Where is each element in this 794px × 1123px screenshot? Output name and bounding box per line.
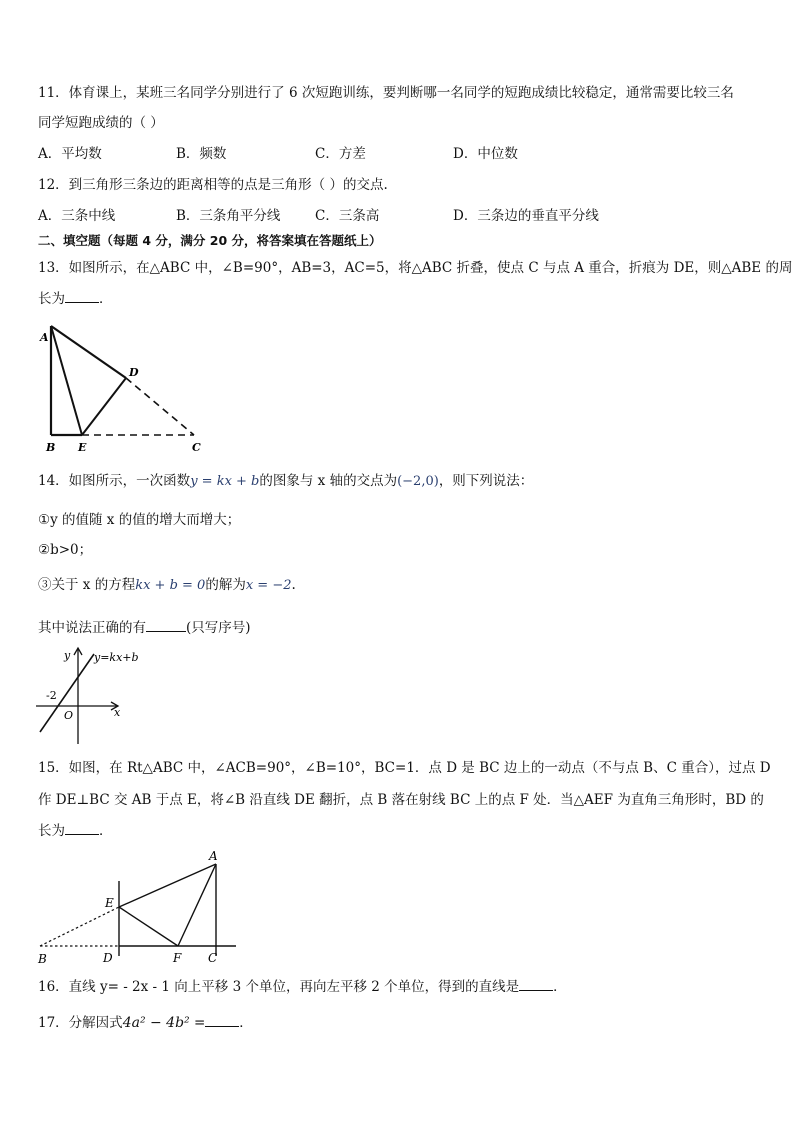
- q12-option-c: C．三条高: [315, 208, 380, 224]
- q14-label-x: x: [114, 706, 121, 719]
- q14-s3-end: .: [291, 577, 296, 593]
- section-heading-fill-in: 二、填空题（每题 4 分，满分 20 分，将答案填在答题纸上）: [38, 233, 382, 248]
- q15-stem-line3: [38, 822, 113, 840]
- q15-label-c: C: [208, 951, 218, 965]
- q14-label-func: y=kx+b: [94, 651, 139, 664]
- q14-point: (−2,0): [397, 474, 439, 489]
- q14-answer-lead: 其中说法正确的有: [38, 620, 146, 636]
- q14-answer-blank[interactable]: [146, 619, 186, 632]
- q15-period: ．: [99, 823, 113, 839]
- q14-solution: x = −2: [245, 578, 292, 593]
- q17-stem: [38, 1014, 253, 1032]
- q13-stem-line2: [38, 290, 113, 308]
- q15-label-f: F: [173, 951, 182, 965]
- q13-label-a: A: [40, 331, 49, 344]
- q15-answer-blank[interactable]: [65, 822, 99, 835]
- q15-label-e: E: [105, 896, 114, 910]
- q11-stem-line1: 11．体育课上，某班三名同学分别进行了 6 次短跑训练，要判断哪一名同学的短跑成绩比较稳定，通常需要比较三名: [38, 85, 734, 101]
- q17-expression: 4a² − 4b²: [122, 1015, 190, 1031]
- q15-lead: 长为: [38, 823, 65, 839]
- q15-stem-line2: 作 DE⊥BC 交 AB 于点 E，将∠B 沿直线 DE 翻折，点 B 落在射线 BC 上的点 F 处．当△AEF 为直角三角形时，BD 的: [38, 792, 764, 808]
- q12-option-a: A．三条中线: [38, 208, 116, 224]
- q13-label-c: C: [192, 441, 201, 454]
- q14-equation: kx + b = 0: [135, 578, 206, 593]
- q15-figure: [34, 846, 239, 968]
- q15-label-b: B: [38, 952, 47, 966]
- q15-label-d: D: [103, 951, 113, 965]
- q15-stem-line1: 15．如图，在 Rt△ABC 中，∠ACB=90°，∠B=10°，BC=1．点 D 是 BC 边上的一动点（不与点 B、C 重合），过点 D: [38, 760, 771, 776]
- q11-option-a: A．平均数: [38, 146, 102, 162]
- q14-stem-b: 的图象与 x 轴的交点为: [259, 473, 398, 489]
- q15-label-a: A: [209, 849, 218, 863]
- q11-option-d: D．中位数: [453, 146, 518, 162]
- q15-segment-be: [40, 907, 119, 946]
- q14-statement-2: ②b>0；: [38, 542, 93, 558]
- q16-stem: [38, 978, 567, 996]
- q15-segment-ea: [119, 864, 216, 907]
- q17-answer-blank[interactable]: [205, 1014, 239, 1027]
- q13-label-b: B: [46, 441, 56, 454]
- q16-text: 16．直线 y= - 2x - 1 向上平移 3 个单位，再向左平移 2 个单位，得到的直线是: [38, 979, 520, 995]
- q15-segment-ef: [119, 907, 178, 946]
- q14-s3-b: 的解为: [205, 577, 246, 593]
- q13-segment-ad: [51, 326, 126, 378]
- q14-label-neg2: -2: [46, 689, 57, 702]
- q14-answer-line: [38, 619, 251, 637]
- q13-segment-ed: [82, 378, 126, 435]
- q13-period: ．: [99, 291, 113, 307]
- q13-label-d: D: [129, 366, 139, 379]
- q12-stem: 12．到三角形三条边的距离相等的点是三角形（ ）的交点.: [38, 177, 388, 193]
- q14-stem-a: 14．如图所示，一次函数: [38, 473, 191, 489]
- q17-text-b: =: [189, 1015, 206, 1031]
- q17-period: ．: [239, 1015, 253, 1031]
- q16-answer-blank[interactable]: [519, 978, 553, 991]
- q14-statement-1: ①y 的值随 x 的值的增大而增大；: [38, 512, 241, 528]
- q14-stem: [38, 472, 533, 491]
- q13-answer-blank[interactable]: [65, 290, 99, 303]
- q11-option-c: C．方差: [315, 146, 366, 162]
- q14-function: y = kx + b: [190, 474, 260, 489]
- q17-text-a: 17．分解因式: [38, 1015, 123, 1031]
- q14-figure: [34, 644, 149, 746]
- q13-segment-ae: [51, 326, 82, 435]
- q11-stem-line2: 同学短跑成绩的（ ）: [38, 115, 164, 131]
- q14-s3-a: ③关于 x 的方程: [38, 577, 136, 593]
- q13-stem-line1: 13．如图所示，在△ABC 中，∠B=90°，AB=3，AC=5，将△ABC 折叠，使点 C 与点 A 重合，折痕为 DE，则△ABE 的周: [38, 260, 793, 276]
- q13-segment-dc: [126, 378, 194, 435]
- q14-statement-3: [38, 576, 296, 595]
- q13-figure: [34, 318, 219, 456]
- q15-segment-fa: [178, 864, 216, 946]
- q16-period: ．: [553, 979, 567, 995]
- q14-answer-hint: (只写序号): [186, 620, 251, 636]
- q13-lead: 长为: [38, 291, 65, 307]
- q12-option-b: B．三条角平分线: [176, 208, 281, 224]
- q14-label-origin: O: [64, 709, 74, 722]
- q13-label-e: E: [78, 441, 87, 454]
- q14-label-y: y: [64, 649, 71, 662]
- q12-option-d: D．三条边的垂直平分线: [453, 208, 599, 224]
- q14-stem-c: ，则下列说法：: [438, 473, 534, 489]
- q11-option-b: B．频数: [176, 146, 227, 162]
